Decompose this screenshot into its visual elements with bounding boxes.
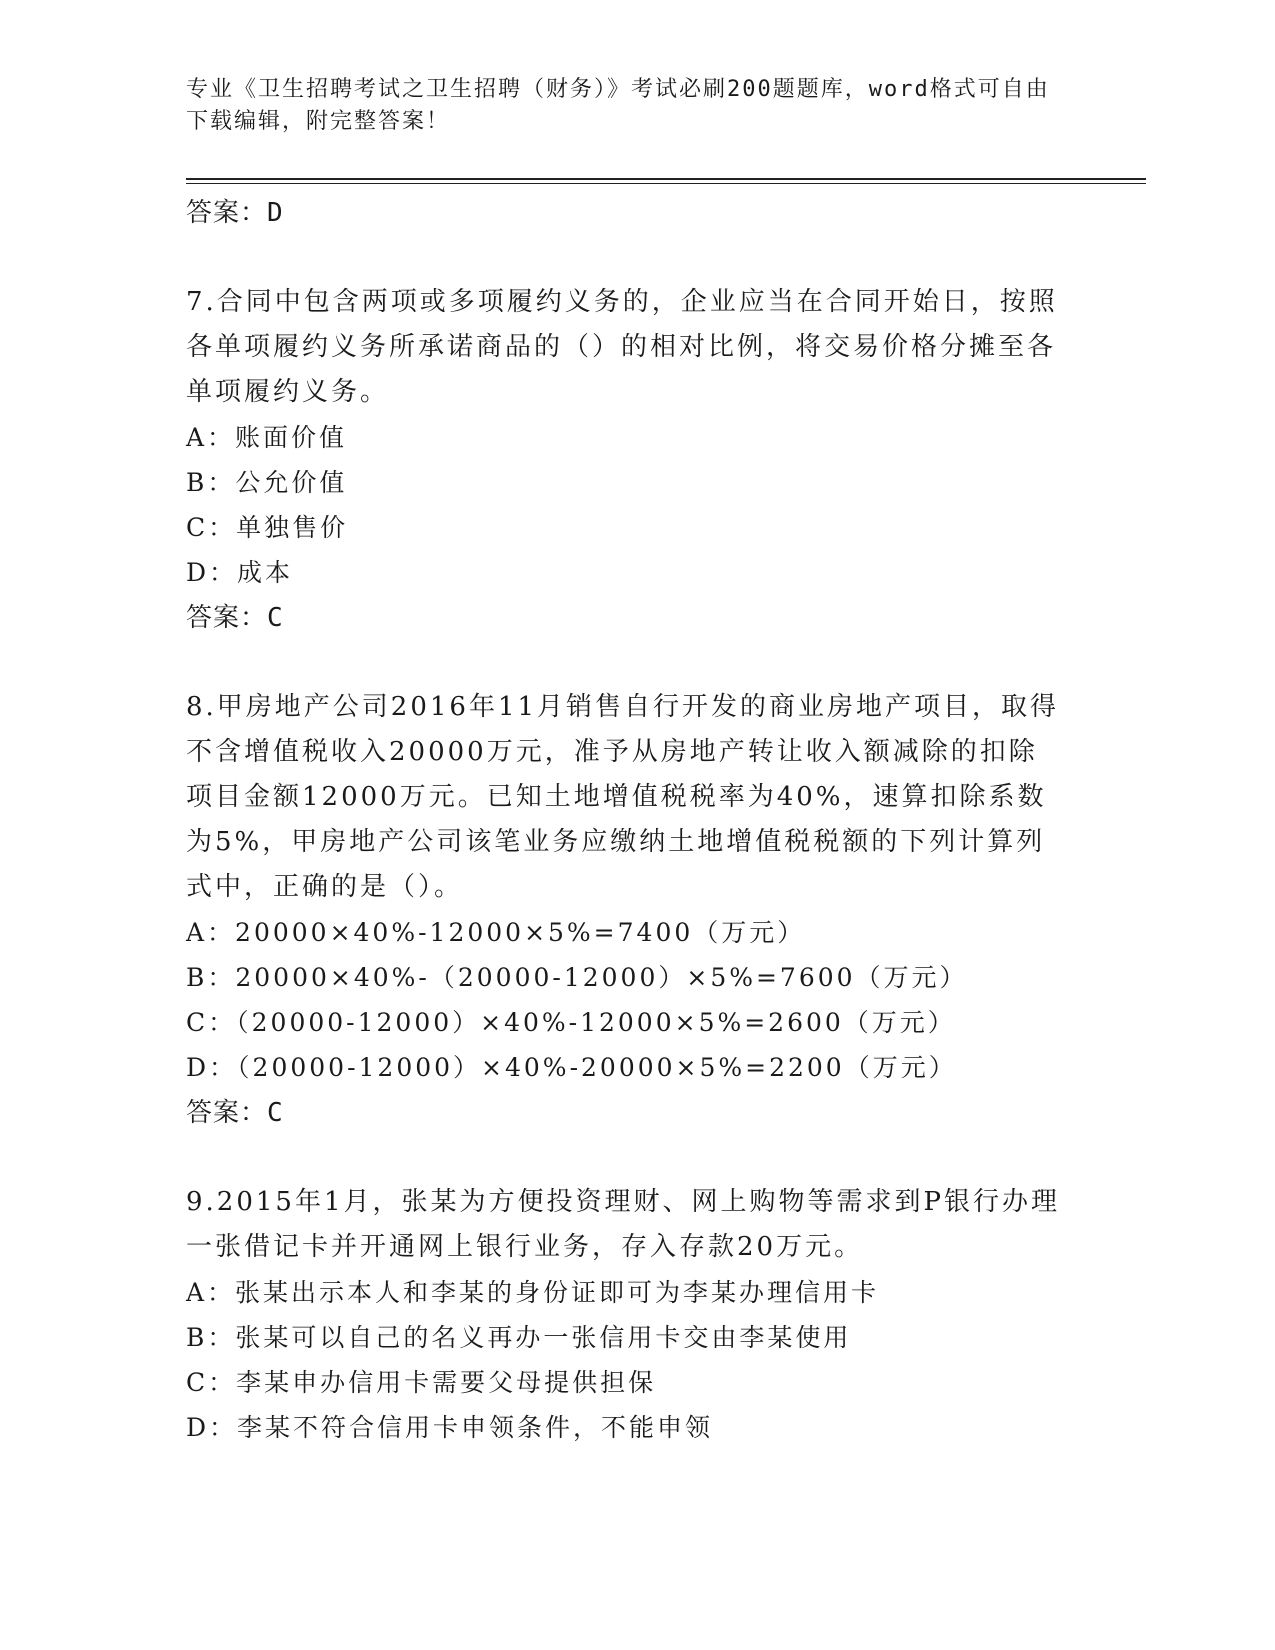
question-text: 9.2015年1月，张某为方便投资理财、网上购物等需求到P银行办理一张借记卡并开通网上银行业务，存入存款20万元。: [186, 1187, 1061, 1262]
option-c: C：单独售价: [186, 513, 349, 542]
option-a: A：张某出示本人和李某的身份证即可为李某办理信用卡: [186, 1278, 880, 1307]
document-body: [186, 190, 1066, 1450]
answer-label: 答案：D: [186, 198, 284, 228]
option-c: C：李某申办信用卡需要父母提供担保: [186, 1368, 657, 1397]
option-a: A：20000×40%-12000×5%=7400（万元）: [186, 918, 806, 947]
answer-label: 答案：C: [186, 603, 284, 633]
header-divider-thin: [186, 183, 1146, 184]
option-a: A：账面价值: [186, 423, 348, 452]
header-divider: [186, 178, 1146, 180]
option-d: D：（20000-12000）×40%-20000×5%=2200（万元）: [186, 1053, 957, 1082]
question-block: [186, 1180, 1066, 1450]
option-b: B：张某可以自己的名义再办一张信用卡交由李某使用: [186, 1323, 852, 1352]
option-b: B：公允价值: [186, 468, 348, 497]
option-c: C：（20000-12000）×40%-12000×5%=2600（万元）: [186, 1008, 956, 1037]
question-text: 7.合同中包含两项或多项履约义务的，企业应当在合同开始日，按照各单项履约义务所承诺商品的（）的相对比例，将交易价格分摊至各单项履约义务。: [186, 287, 1058, 407]
option-d: D：成本: [186, 558, 294, 587]
answer-label: 答案：C: [186, 1098, 284, 1128]
page-header: 专业《卫生招聘考试之卫生招聘（财务）》考试必刷200题题库，word格式可自由下载编辑，附完整答案！: [186, 77, 1050, 134]
question-text: 8.甲房地产公司2016年11月销售自行开发的商业房地产项目，取得不含增值税收入20000万元，准予从房地产转让收入额减除的扣除项目金额12000万元。已知土地增值税税率为40%，速算扣除系数为5%，甲房地产公司该笔业务应缴纳土地增值税税额的下列计算列式中，正确的是（）。: [186, 692, 1060, 902]
option-b: B：20000×40%-（20000-12000）×5%=7600（万元）: [186, 963, 968, 992]
option-d: D：李某不符合信用卡申领条件，不能申领: [186, 1413, 714, 1442]
question-block: [186, 280, 1066, 641]
question-block: [186, 685, 1066, 1136]
